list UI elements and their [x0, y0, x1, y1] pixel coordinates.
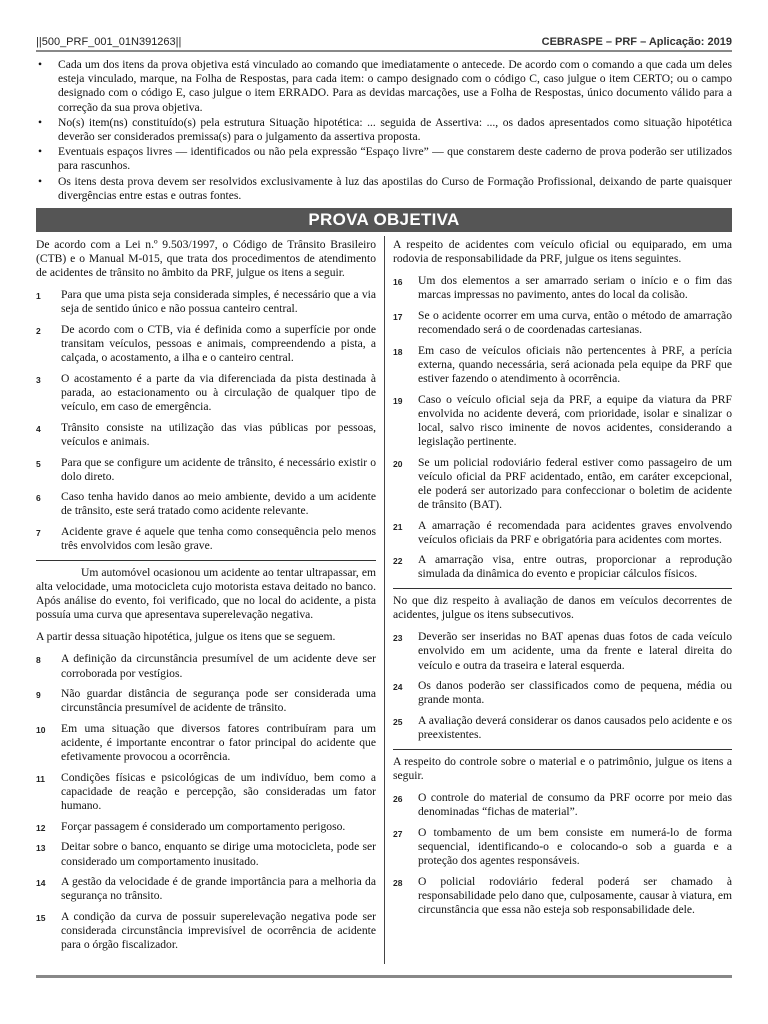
- instruction-item: • No(s) item(ns) constituído(s) pela estrutura Situação hipotética: ... seguida de Assertiva: ..., os dados apresentados como situação hipotética deverão ser considerados premissa(s) para o julgamento da assertiva proposta.: [38, 115, 732, 144]
- question-number: 19: [393, 395, 403, 406]
- bullet-icon: •: [38, 174, 43, 188]
- question-number: 7: [36, 528, 41, 539]
- section-banner: PROVA OBJETIVA: [36, 208, 732, 232]
- question-number: 10: [36, 724, 46, 735]
- bullet-icon: •: [38, 145, 43, 159]
- question-text: Forçar passagem é considerado um comportamento perigoso.: [61, 819, 346, 833]
- bullet-icon: •: [38, 58, 43, 71]
- question-number: 9: [36, 690, 41, 701]
- question-list: [36, 288, 376, 553]
- question-item: [393, 456, 732, 512]
- question-list: [393, 630, 732, 742]
- question-item: [36, 288, 376, 316]
- question-item: [393, 630, 732, 672]
- question-item: [393, 826, 732, 868]
- question-item: [393, 875, 732, 917]
- section-intro: A respeito de acidentes com veículo oficial ou equiparado, em uma rodovia de responsabilidade da PRF, julgue os itens seguintes.: [393, 238, 732, 266]
- header-divider: [36, 50, 732, 52]
- question-text: A definição da circunstância presumível de um acidente deve ser corroborada por vestígios.: [61, 652, 376, 680]
- question-text: Em caso de veículos oficiais não pertencentes à PRF, a perícia externa, quando necessária, será acionada pela equipe da PRF que estiver fazendo o atendimento à ocorrência.: [418, 343, 732, 385]
- section-intro: No que diz respeito à avaliação de danos em veículos decorrentes de acidentes, julgue os itens subsecutivos.: [393, 594, 732, 622]
- question-item: [36, 840, 376, 868]
- question-number: 21: [393, 521, 403, 532]
- question-number: 27: [393, 828, 403, 839]
- question-item: [36, 323, 376, 365]
- question-number: 20: [393, 458, 403, 469]
- question-item: [36, 910, 376, 952]
- question-number: 6: [36, 493, 41, 504]
- question-text: O tombamento de um bem consiste em numerá-lo de forma sequencial, identificando-o e colocando-o sob a guarda e a proteção dos agentes responsáveis.: [418, 825, 732, 867]
- question-number: 18: [393, 346, 403, 357]
- question-number: 14: [36, 878, 46, 889]
- question-number: 17: [393, 311, 403, 322]
- bullet-icon: •: [38, 115, 43, 129]
- document-code: ||500_PRF_001_01N391263||: [36, 36, 182, 48]
- section-divider: [393, 749, 732, 750]
- question-text: Para que uma pista seja considerada simples, é necessário que a via seja de sentido único e não possua canteiro central.: [61, 288, 376, 316]
- question-text: Para que se configure um acidente de trânsito, é necessário existir o dolo direto.: [61, 455, 376, 483]
- question-number: 13: [36, 843, 46, 854]
- question-text: Em uma situação que diversos fatores contribuíram para um acidente, é importante encontrar o fator principal do acidente que efetivamente provocou a ocorrência.: [61, 721, 376, 764]
- question-item: [36, 372, 376, 414]
- question-text: Condições físicas e psicológicas de um indivíduo, bem como a capacidade de reação e percepção, são consideradas um fator humano.: [61, 770, 376, 813]
- question-text: Os danos poderão ser classificados como de pequena, média ou grande monta.: [418, 679, 732, 707]
- question-item: [393, 714, 732, 742]
- question-item: [393, 344, 732, 386]
- question-number: 8: [36, 655, 41, 666]
- question-list: [393, 274, 732, 581]
- instruction-item: • Cada um dos itens da prova objetiva está vinculado ao comando que imediatamente o antecede. De acordo com o comando a que cada um deles esteja vinculado, marque, na Folha de Respostas, para cada item: o campo designado com o código C, caso julgue o item CERTO; ou o campo designado com o código E, caso julgue o item ERRADO. Para as devidas marcações, use a Folha de Respostas, único documento válido para a correção da sua prova objetiva.: [38, 58, 732, 114]
- question-text: Deitar sobre o banco, enquanto se dirige uma motocicleta, pode ser considerado um comportamento inusitado.: [61, 840, 376, 868]
- question-item: [36, 722, 376, 764]
- section-intro: A respeito do controle sobre o material e o patrimônio, julgue os itens a seguir.: [393, 754, 732, 782]
- question-text: Caso tenha havido danos ao meio ambiente, devido a um acidente de trânsito, este será tratado como acidente relevante.: [61, 490, 376, 518]
- exam-title: CEBRASPE – PRF – Aplicação: 2019: [541, 36, 732, 48]
- question-text: A amarração é recomendada para acidentes graves envolvendo veículos oficiais da PRF e obrigatória para acidentes com mortes.: [418, 518, 732, 546]
- question-list: [393, 791, 732, 917]
- question-item: [36, 456, 376, 484]
- question-number: 1: [36, 291, 41, 302]
- question-item: [36, 875, 376, 903]
- instructions: [36, 58, 732, 204]
- question-text: Um dos elementos a ser amarrado seriam o início e o fim das marcas impressas no pavimento, antes do local da colisão.: [418, 274, 732, 302]
- question-item: [36, 820, 376, 834]
- question-item: [393, 309, 732, 337]
- question-text: O acostamento é a parte da via diferenciada da pista destinada à parada, ao estacionamento ou à circulação de qualquer tipo de veículo, em caso de emergência.: [61, 371, 376, 414]
- question-item: [393, 274, 732, 302]
- question-number: 23: [393, 633, 403, 644]
- right-column: [393, 238, 732, 923]
- footer-divider: [36, 975, 732, 978]
- question-number: 15: [36, 912, 46, 923]
- question-item: [36, 687, 376, 715]
- situation-text: Um automóvel ocasionou um acidente ao tentar ultrapassar, em alta velocidade, uma motocicleta cujo motorista estava deitado no banco. Após análise do evento, foi verificado, que no local do acidente, a pista possuía uma curva que apresentava superelevação negativa.: [36, 565, 376, 622]
- question-text: Se um policial rodoviário federal estiver como passageiro de um veículo oficial da PRF acidentado, então, em caráter excepcional, ele poderá ser autorizado para confeccionar o boletim de acidente de trânsito (BAT).: [418, 455, 732, 511]
- left-column: [36, 238, 376, 959]
- question-text: Trânsito consiste na utilização das vias públicas por pessoas, veículos e animais.: [61, 420, 376, 448]
- question-number: 25: [393, 716, 403, 727]
- page-header: [36, 34, 732, 50]
- question-text: De acordo com o CTB, via é definida como a superfície por onde transitam veículos, pessoas e animais, compreendendo a pista, a calçada, o acostamento, a ilha e o canteiro central.: [61, 323, 376, 365]
- question-number: 3: [36, 374, 41, 385]
- question-number: 28: [393, 877, 403, 888]
- question-item: [36, 421, 376, 449]
- question-item: [393, 553, 732, 581]
- question-text: A amarração visa, entre outras, proporcionar a reprodução simulada da dinâmica do evento e propiciar cálculos físicos.: [418, 553, 732, 581]
- question-text: Deverão ser inseridas no BAT apenas duas fotos de cada veículo envolvido em um acidente, uma da frente e lateral direita do veículo e outra da traseira e lateral esquerda.: [418, 630, 732, 672]
- question-list: [36, 652, 376, 952]
- question-number: 12: [36, 822, 46, 833]
- section-intro: De acordo com a Lei n.º 9.503/1997, o Código de Trânsito Brasileiro (CTB) e o Manual M-015, que trata dos procedimentos de atendimento de acidentes de trânsito no âmbito da PRF, julgue os itens a seguir.: [36, 238, 376, 280]
- question-item: [393, 519, 732, 547]
- question-item: [36, 525, 376, 553]
- question-number: 16: [393, 277, 403, 288]
- question-text: A condição da curva de possuir superelevação negativa pode ser considerada circunstância imprevisível de ocorrência de acidente para o órgão fiscalizador.: [61, 909, 376, 952]
- question-number: 26: [393, 793, 403, 804]
- question-text: O policial rodoviário federal poderá ser chamado à responsabilidade pelo dano que, culposamente, causar à viatura, em circunstância que essa não esteja sob responsabilidade dele.: [418, 874, 732, 916]
- question-number: 5: [36, 458, 41, 469]
- question-text: Caso o veículo oficial seja da PRF, a equipe da viatura da PRF envolvida no acidente deverá, com prioridade, isolar e sinalizar o local, salvo risco iminente de novos acidentes, considerando a legislação pertinente.: [418, 392, 732, 448]
- question-number: 24: [393, 682, 403, 693]
- section-divider: [36, 560, 376, 561]
- question-item: [36, 652, 376, 680]
- question-text: Não guardar distância de segurança pode ser considerada uma circunstância presumível de acidente de trânsito.: [61, 687, 376, 715]
- question-text: Acidente grave é aquele que tenha como consequência pelo menos três envolvidos com lesão grave.: [61, 525, 376, 553]
- column-divider: [384, 236, 385, 964]
- question-number: 2: [36, 326, 41, 337]
- question-item: [393, 791, 732, 819]
- question-item: [36, 490, 376, 518]
- section-intro: A partir dessa situação hipotética, julgue os itens que se seguem.: [36, 630, 336, 644]
- question-text: Se o acidente ocorrer em uma curva, então o método de amarração recomendado será o de coordenadas cartesianas.: [418, 308, 732, 337]
- question-item: [36, 771, 376, 813]
- question-number: 11: [36, 773, 45, 784]
- question-item: [393, 679, 732, 707]
- instruction-item: • Os itens desta prova devem ser resolvidos exclusivamente à luz das apostilas do Curso de Formação Profissional, deixando de parte quaisquer divergências entre estas e outras fontes.: [38, 174, 732, 202]
- question-text: A avaliação deverá considerar os danos causados pelo acidente e os preexistentes.: [418, 713, 732, 742]
- question-number: 22: [393, 556, 403, 567]
- section-divider: [393, 588, 732, 589]
- question-item: [393, 393, 732, 449]
- question-text: A gestão da velocidade é de grande importância para a melhoria da segurança no trânsito.: [61, 875, 376, 903]
- instruction-item: • Eventuais espaços livres — identificados ou não pela expressão “Espaço livre” — que constarem deste caderno de prova poderão ser utilizados para rascunhos.: [38, 145, 732, 173]
- question-number: 4: [36, 423, 41, 434]
- question-text: O controle do material de consumo da PRF ocorre por meio das denominadas “fichas de material”.: [418, 790, 732, 819]
